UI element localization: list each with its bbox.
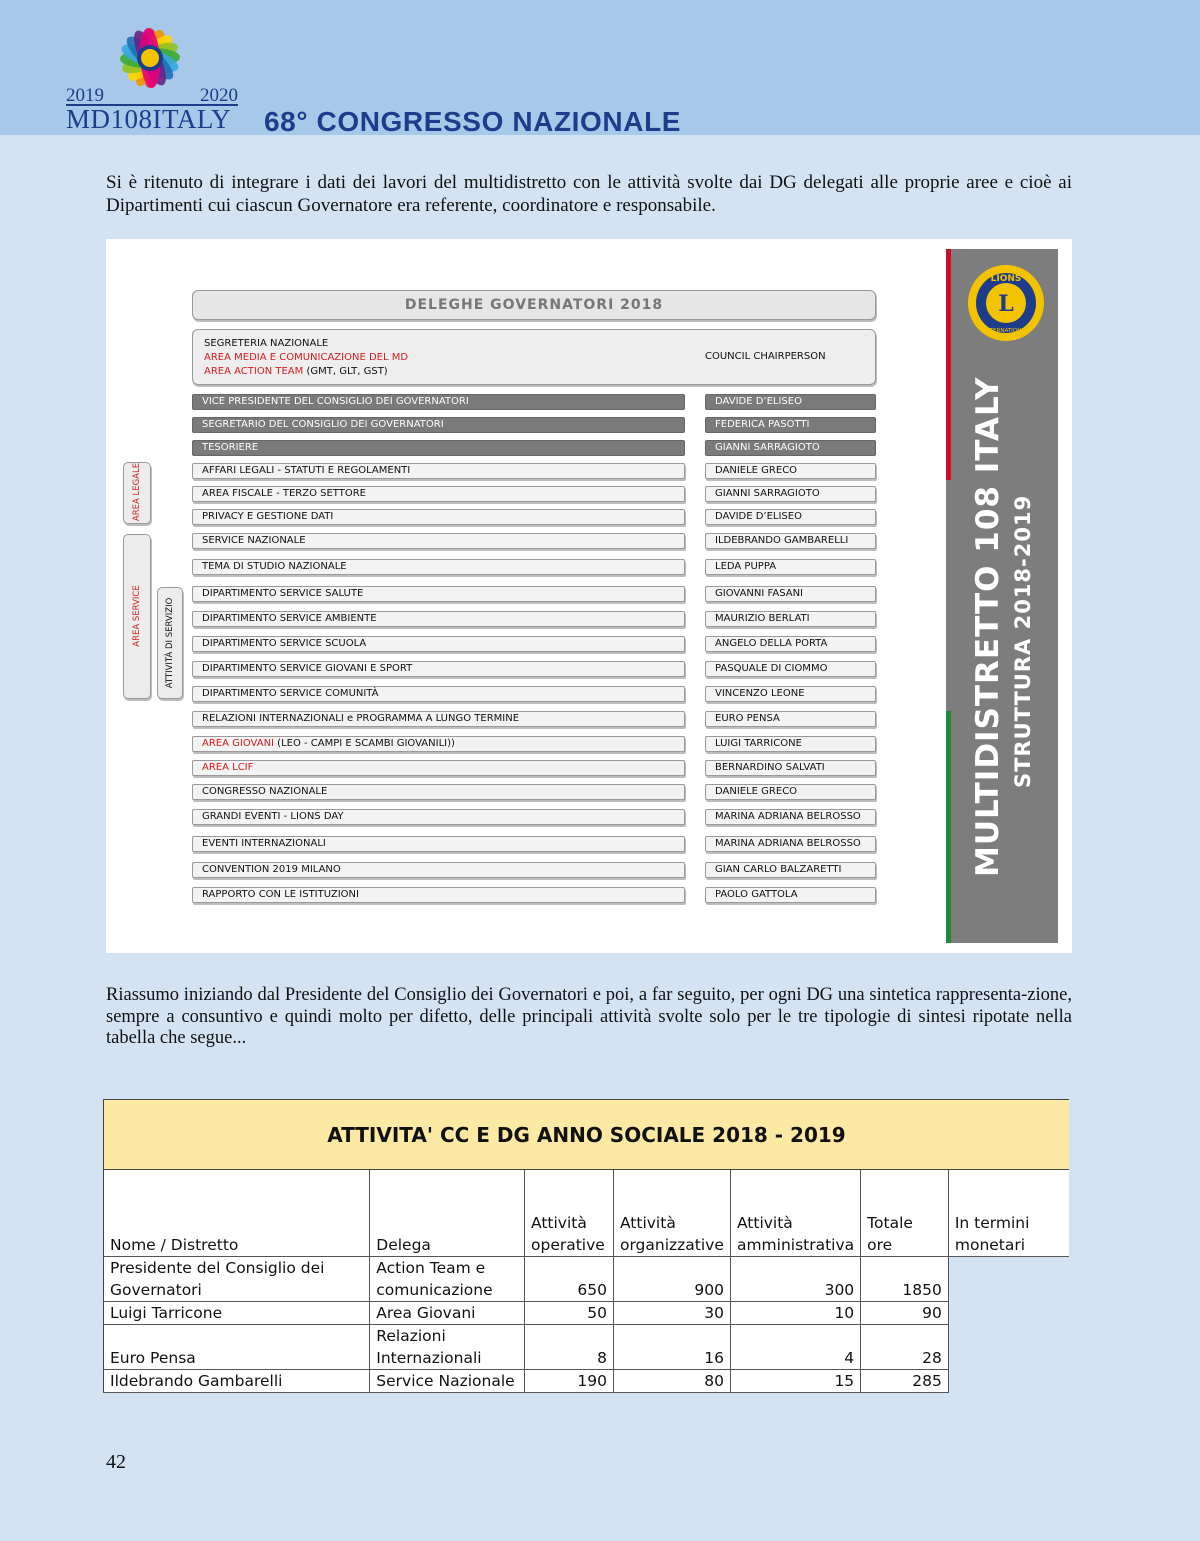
- cell-totale: 285: [861, 1370, 949, 1393]
- area-service-label: AREA SERVICE: [132, 585, 142, 647]
- delega-area-text: CONGRESSO NAZIONALE: [202, 786, 328, 797]
- delega-area-bar: [192, 440, 685, 456]
- attivita-servizio-label: ATTIVITÀ DI SERVIZIO: [165, 597, 175, 689]
- cell-monetari: [948, 1370, 1069, 1393]
- delega-governor-bar: VINCENZO LEONE: [705, 686, 876, 702]
- segreteria-line2: AREA MEDIA E COMUNICAZIONE DEL MD: [204, 352, 409, 363]
- delega-governor-bar: PASQUALE DI CIOMMO: [705, 661, 876, 677]
- delega-area-text: TEMA DI STUDIO NAZIONALE: [202, 561, 347, 572]
- delega-governor-bar: PAOLO GATTOLA: [705, 887, 876, 903]
- delega-area-text: TESORIERE: [202, 442, 259, 453]
- delega-area-text: AREA FISCALE - TERZO SETTORE: [202, 488, 366, 499]
- attivita-table-wrap: [103, 1099, 1069, 1419]
- delega-governor-bar: GIOVANNI FASANI: [705, 586, 876, 602]
- cell-delega: Relazioni Internazionali: [370, 1325, 525, 1370]
- cell-monetari: [948, 1302, 1069, 1325]
- cell-nome: Presidente del Consiglio dei Governatori: [104, 1257, 370, 1302]
- lions-bottom-text: INTERNATIONAL: [983, 328, 1029, 334]
- delega-area-bar: [192, 486, 685, 502]
- header-totale: Totale ore: [861, 1170, 949, 1257]
- cell-amministrativa: 300: [730, 1257, 860, 1302]
- delega-area-bar: [192, 394, 685, 410]
- cell-amministrativa: 4: [730, 1325, 860, 1370]
- lions-letter: L: [998, 291, 1014, 317]
- delega-governor-bar: MARINA ADRIANA BELROSSO: [705, 836, 876, 852]
- delega-area-text: DIPARTIMENTO SERVICE AMBIENTE: [202, 613, 377, 624]
- cell-organizzative: 16: [613, 1325, 730, 1370]
- cell-operative: 190: [525, 1370, 614, 1393]
- banner-struttura: STRUTTURA 2018-2019: [1011, 494, 1035, 788]
- table-title: ATTIVITA' CC E DG ANNO SOCIALE 2018 - 2019: [104, 1100, 1070, 1170]
- delega-area-text: DIPARTIMENTO SERVICE SCUOLA: [202, 638, 367, 649]
- area-legale-label: AREA LEGALE: [132, 462, 142, 522]
- header-nome: Nome / Distretto: [104, 1170, 370, 1257]
- header-organizzative: Attività organizzative: [613, 1170, 730, 1257]
- delega-area-text: AFFARI LEGALI - STATUTI E REGOLAMENTI: [202, 465, 411, 476]
- delega-governor-bar: FEDERICA PASOTTI: [705, 417, 876, 433]
- cell-monetari: [948, 1325, 1069, 1370]
- lions-top-text: LIONS: [990, 274, 1022, 284]
- page-number: 42: [106, 1451, 126, 1473]
- cell-organizzative: 900: [613, 1257, 730, 1302]
- summary-paragraph: Riassumo iniziando dal Presidente del Consiglio dei Governatori e poi, a far seguito, per ogni DG una sintetica rappresenta-zione, sempre a consuntivo e quindi molto per difetto, delle principali attività svolte solo per le tre tipologie di sintesi ripotate nella tabella che segue...: [106, 985, 1072, 1048]
- cell-operative: 50: [525, 1302, 614, 1325]
- figure-title: DELEGHE GOVERNATORI 2018: [192, 290, 876, 320]
- flag-green-stripe: [946, 711, 951, 943]
- delega-area-bar: [192, 611, 685, 627]
- table-row: [104, 1257, 1070, 1302]
- logo-year-left: 2019: [66, 85, 104, 106]
- delega-area-bar: [192, 836, 685, 852]
- md108-logo: [62, 18, 240, 138]
- delega-governor-bar: DAVIDE D’ELISEO: [705, 509, 876, 525]
- delega-governor-bar: GIANNI SARRAGIOTO: [705, 440, 876, 456]
- header-operative: Attività operative: [525, 1170, 614, 1257]
- delega-area-text: DIPARTIMENTO SERVICE SALUTE: [202, 588, 364, 599]
- cell-monetari: [948, 1257, 1069, 1302]
- banner-multidistretto: MULTIDISTRETTO 108 ITALY: [970, 376, 1006, 877]
- delega-area-bar: [192, 862, 685, 878]
- segreteria-line1: SEGRETERIA NAZIONALE: [204, 338, 329, 349]
- cell-nome: Euro Pensa: [104, 1325, 370, 1370]
- delega-area-bar: [192, 463, 685, 479]
- cell-totale: 1850: [861, 1257, 949, 1302]
- delega-area-bar: [192, 417, 685, 433]
- logo-name: MD108ITALY: [66, 104, 232, 134]
- delega-governor-bar: DANIELE GRECO: [705, 463, 876, 479]
- delega-area-text: SEGRETARIO DEL CONSIGLIO DEI GOVERNATORI: [202, 419, 444, 430]
- delega-area-text: PRIVACY E GESTIONE DATI: [202, 511, 334, 522]
- delega-area-bar: [192, 533, 685, 549]
- table-row: [104, 1370, 1070, 1393]
- cell-delega: Service Nazionale: [370, 1370, 525, 1393]
- lions-international-logo: [954, 257, 1058, 349]
- area-legale-box: [123, 462, 151, 524]
- delega-governor-bar: DAVIDE D’ELISEO: [705, 394, 876, 410]
- delega-area-text: (LEO - CAMPI E SCAMBI GIOVANILI)): [274, 738, 455, 749]
- table-header-row: [104, 1170, 1070, 1257]
- council-chairperson-label: COUNCIL CHAIRPERSON: [705, 351, 826, 362]
- delega-governor-bar: ILDEBRANDO GAMBARELLI: [705, 533, 876, 549]
- flower-icon: [62, 18, 240, 88]
- delega-area-bar: [192, 509, 685, 525]
- header-amministrativa: Attività amministrativa: [730, 1170, 860, 1257]
- table-row: [104, 1325, 1070, 1370]
- delega-governor-bar: GIANNI SARRAGIOTO: [705, 486, 876, 502]
- delega-governor-bar: LUIGI TARRICONE: [705, 736, 876, 752]
- delega-area-text: DIPARTIMENTO SERVICE COMUNITÀ: [202, 688, 379, 699]
- cell-nome: Ildebrando Gambarelli: [104, 1370, 370, 1393]
- delega-area-bar: [192, 760, 685, 776]
- delega-area-text: GRANDI EVENTI - LIONS DAY: [202, 811, 344, 822]
- cell-delega: Area Giovani: [370, 1302, 525, 1325]
- deleghe-figure: [106, 239, 1072, 953]
- cell-amministrativa: 15: [730, 1370, 860, 1393]
- cell-amministrativa: 10: [730, 1302, 860, 1325]
- delega-area-text: RELAZIONI INTERNAZIONALI e PROGRAMMA A LUNGO TERMINE: [202, 713, 520, 724]
- segreteria-line3-rest: (GMT, GLT, GST): [303, 366, 388, 377]
- delega-area-text: EVENTI INTERNAZIONALI: [202, 838, 326, 849]
- attivita-servizio-box: [157, 587, 183, 699]
- delega-governor-bar: ANGELO DELLA PORTA: [705, 636, 876, 652]
- delega-area-bar: [192, 809, 685, 825]
- segreteria-box: [192, 329, 876, 385]
- cell-nome: Luigi Tarricone: [104, 1302, 370, 1325]
- delega-governor-bar: LEDA PUPPA: [705, 559, 876, 575]
- delega-area-bar: [192, 887, 685, 903]
- delega-area-text: VICE PRESIDENTE DEL CONSIGLIO DEI GOVERNATORI: [202, 396, 469, 407]
- cell-totale: 90: [861, 1302, 949, 1325]
- delega-area-text: RAPPORTO CON LE ISTITUZIONI: [202, 889, 359, 900]
- delega-area-text: CONVENTION 2019 MILANO: [202, 864, 341, 875]
- delega-area-red-text: AREA LCIF: [202, 762, 254, 773]
- delega-area-bar: [192, 586, 685, 602]
- delega-area-bar: [192, 559, 685, 575]
- segreteria-line3-red: AREA ACTION TEAM: [204, 366, 304, 377]
- delega-area-text: DIPARTIMENTO SERVICE GIOVANI E SPORT: [202, 663, 413, 674]
- delega-governor-bar: EURO PENSA: [705, 711, 876, 727]
- delega-area-red-text: AREA GIOVANI: [202, 738, 274, 749]
- cell-operative: 8: [525, 1325, 614, 1370]
- delega-governor-bar: MARINA ADRIANA BELROSSO: [705, 809, 876, 825]
- delega-area-bar: [192, 686, 685, 702]
- area-service-box: [123, 534, 151, 699]
- logo-year-right: 2020: [200, 85, 238, 106]
- delega-governor-bar: GIAN CARLO BALZARETTI: [705, 862, 876, 878]
- header-delega: Delega: [370, 1170, 525, 1257]
- delega-area-text: SERVICE NAZIONALE: [202, 535, 306, 546]
- page-title: 68° CONGRESSO NAZIONALE: [264, 106, 682, 137]
- intro-paragraph: Si è ritenuto di integrare i dati dei lavori del multidistretto con le attività svolte dai DG delegati alle proprie aree e cioè ai Dipartimenti cui ciascun Governatore era referente, coordinatore e responsabile.: [106, 172, 1072, 216]
- delega-area-bar: [192, 784, 685, 800]
- delega-governor-bar: BERNARDINO SALVATI: [705, 760, 876, 776]
- flag-red-stripe: [946, 249, 951, 480]
- delega-area-bar: [192, 711, 685, 727]
- cell-organizzative: 80: [613, 1370, 730, 1393]
- table-row: [104, 1302, 1070, 1325]
- delega-governor-bar: MAURIZIO BERLATI: [705, 611, 876, 627]
- header-monetari: In termini monetari: [948, 1170, 1069, 1257]
- delega-area-bar: [192, 661, 685, 677]
- delega-area-bar: [192, 636, 685, 652]
- cell-delega: Action Team e comunicazione: [370, 1257, 525, 1302]
- delega-governor-bar: DANIELE GRECO: [705, 784, 876, 800]
- cell-operative: 650: [525, 1257, 614, 1302]
- cell-totale: 28: [861, 1325, 949, 1370]
- cell-organizzative: 30: [613, 1302, 730, 1325]
- attivita-table: [103, 1099, 1069, 1393]
- delega-area-bar: [192, 736, 685, 752]
